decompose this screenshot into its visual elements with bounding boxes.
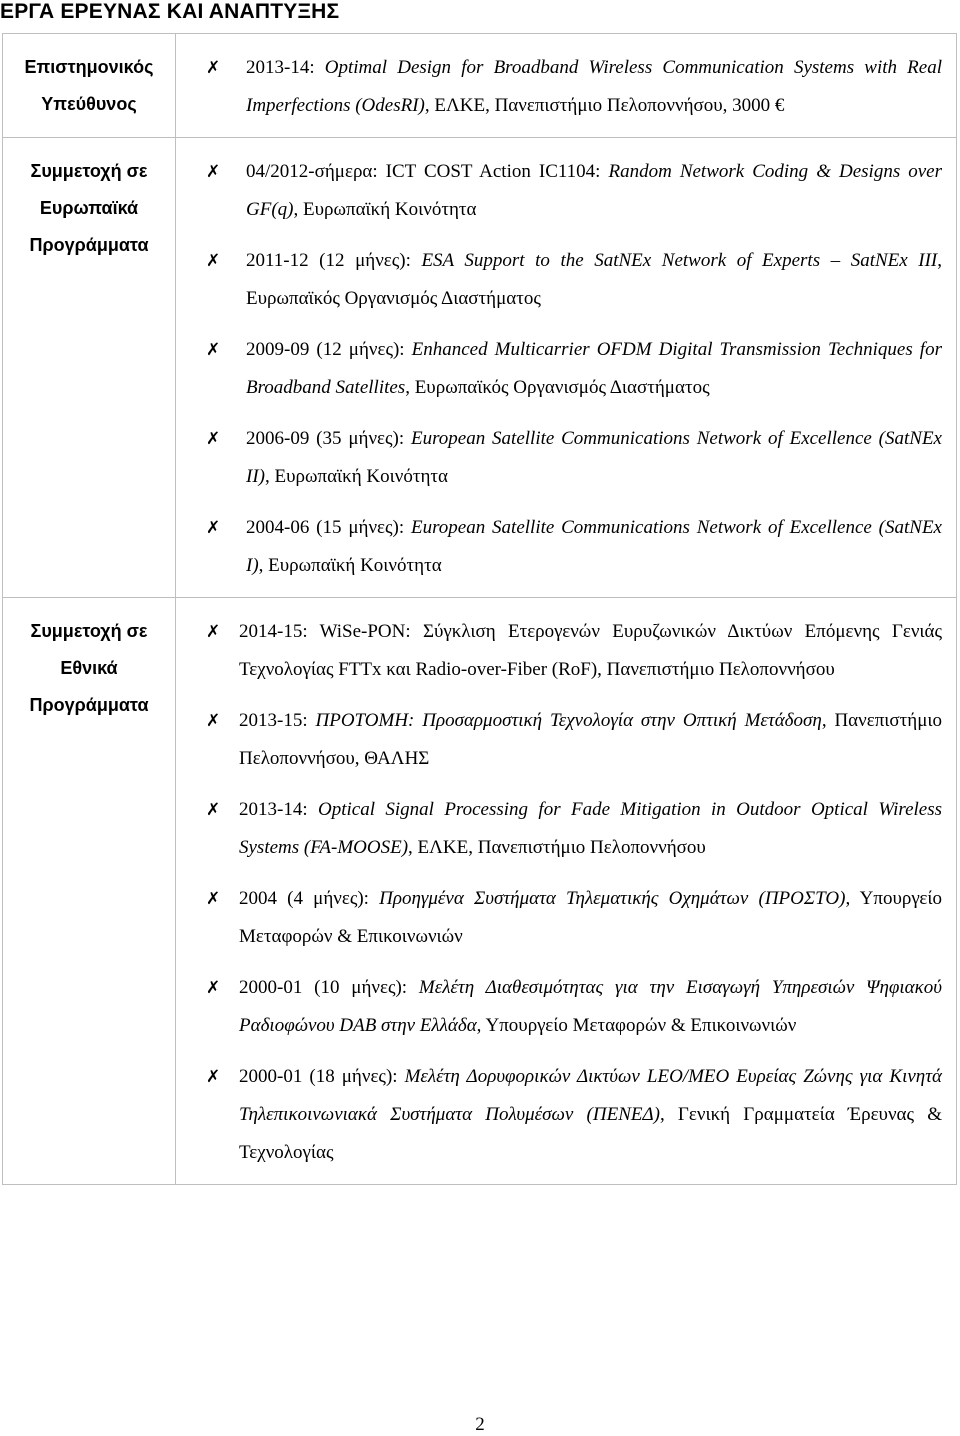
project-title: Random Network Coding & Designs over GF(q)	[246, 161, 942, 220]
section-label-line: Προγράμματα	[29, 235, 149, 255]
project-detail: , Ευρωπαϊκός Οργανισμός Διαστήματος	[246, 250, 942, 309]
project-item	[176, 242, 956, 318]
project-title: Optical Signal Processing for Fade Mitigation in Outdoor Optical Wireless Systems (FA-MOOSE)	[239, 799, 942, 858]
section-label	[3, 138, 176, 598]
project-detail: 2013-14:	[239, 799, 318, 820]
bullet-cross-icon: ✗	[206, 800, 221, 820]
project-item	[176, 1058, 956, 1172]
project-text	[176, 420, 956, 496]
section-content	[176, 138, 957, 598]
project-detail: 04/2012-σήμερα: ICT COST Action IC1104:	[246, 161, 609, 182]
section-row	[3, 598, 957, 1185]
project-text	[176, 880, 956, 956]
project-item	[176, 331, 956, 407]
project-detail: , Ευρωπαϊκός Οργανισμός Διαστήματος	[405, 377, 710, 398]
bullet-cross-icon: ✗	[206, 162, 221, 182]
project-text	[176, 509, 956, 585]
section-heading: ΕΡΓΑ ΕΡΕΥΝΑΣ ΚΑΙ ΑΝΑΠΤΥΞΗΣ	[0, 0, 340, 23]
project-title: Enhanced Multicarrier OFDM Digital Transmission Techniques for Broadband Satellites	[246, 339, 942, 398]
project-text	[176, 969, 956, 1045]
section-label	[3, 598, 176, 1185]
project-title: European Satellite Communications Network of Excellence (SatNEx I)	[246, 517, 942, 576]
page-number: 2	[475, 1414, 485, 1435]
section-label-line: Συμμετοχή σε	[30, 621, 148, 641]
project-detail: 2000-01 (10 μήνες):	[239, 977, 419, 998]
project-detail: 2000-01 (18 μήνες):	[239, 1066, 405, 1087]
project-detail: 2014-15: WiSe-PON: Σύγκλιση Ετερογενών Ευρυζωνικών Δικτύων Επόμενης Γενιάς Τεχνολογίας FTTx και Radio-over-Fiber (RoF), Πανεπιστήμιο Πελοποννήσου	[239, 621, 942, 680]
project-title: European Satellite Communications Network of Excellence (SatNEx II)	[246, 428, 942, 487]
project-item	[176, 702, 956, 778]
project-item	[176, 509, 956, 585]
section-label-line: Συμμετοχή σε	[30, 161, 148, 181]
section-label-line: Επιστημονικός	[24, 57, 154, 77]
project-title: Optimal Design for Broadband Wireless Communication Systems with Real Imperfections (OdesRI)	[246, 57, 942, 116]
project-item	[176, 420, 956, 496]
project-title: ESA Support to the SatNEx Network of Experts – SatNEx III	[421, 250, 938, 271]
project-detail: 2006-09 (35 μήνες):	[246, 428, 411, 449]
bullet-cross-icon: ✗	[206, 889, 221, 909]
section-label-line: Υπεύθυνος	[41, 94, 137, 114]
section-content	[176, 598, 957, 1185]
project-text	[176, 242, 956, 318]
project-title: Μελέτη Διαθεσιμότητας για την Εισαγωγή Υπηρεσιών Ψηφιακού Ραδιοφώνου DAB στην Ελλάδα	[239, 977, 942, 1036]
bullet-cross-icon: ✗	[206, 58, 221, 78]
project-detail: , Πανεπιστήμιο Πελοποννήσου, ΘΑΛΗΣ	[239, 710, 943, 769]
project-text	[176, 49, 956, 125]
project-detail: , Ευρωπαϊκή Κοινότητα	[258, 555, 442, 576]
section-label-line: Εθνικά	[60, 658, 118, 678]
project-item	[176, 613, 956, 689]
bullet-cross-icon: ✗	[206, 518, 221, 538]
section-row	[3, 34, 957, 138]
project-detail: , Υπουργείο Μεταφορών & Επικοινωνιών	[476, 1015, 797, 1036]
project-text	[176, 613, 956, 689]
project-title: ΠΡΟΤΟΜΗ: Προσαρμοστική Τεχνολογία στην Οπτική Μετάδοση	[315, 710, 822, 731]
project-item	[176, 153, 956, 229]
project-detail: 2013-15:	[239, 710, 316, 731]
section-label-line: Προγράμματα	[29, 695, 149, 715]
section-content	[176, 34, 957, 138]
project-detail: , Ευρωπαϊκή Κοινότητα	[264, 466, 448, 487]
project-detail: , Γενική Γραμματεία Έρευνας & Τεχνολογίας	[239, 1104, 942, 1163]
project-detail: 2011-12 (12 μήνες):	[246, 250, 422, 271]
project-text	[176, 331, 956, 407]
bullet-cross-icon: ✗	[206, 711, 221, 731]
bullet-cross-icon: ✗	[206, 429, 221, 449]
project-title: Προηγμένα Συστήματα Τηλεματικής Οχημάτων (ΠΡΟΣΤΟ)	[379, 888, 846, 909]
project-detail: 2004 (4 μήνες):	[239, 888, 380, 909]
project-title: Μελέτη Δορυφορικών Δικτύων LEO/MEO Ευρείας Ζώνης για Κινητά Τηλεπικοινωνιακά Συστήματα Πολυμέσων (ΠΕΝΕΔ)	[239, 1066, 942, 1125]
project-detail: 2013-14:	[246, 57, 325, 78]
project-detail: , ΕΛΚΕ, Πανεπιστήμιο Πελοποννήσου, 3000 €	[424, 95, 785, 116]
bullet-cross-icon: ✗	[206, 622, 221, 642]
project-item	[176, 969, 956, 1045]
bullet-cross-icon: ✗	[206, 340, 221, 360]
bullet-cross-icon: ✗	[206, 978, 221, 998]
project-detail: 2009-09 (12 μήνες):	[246, 339, 412, 360]
section-row	[3, 138, 957, 598]
project-item	[176, 880, 956, 956]
project-item	[176, 791, 956, 867]
project-text	[176, 791, 956, 867]
bullet-cross-icon: ✗	[206, 1067, 221, 1087]
project-item	[176, 49, 956, 125]
project-text	[176, 702, 956, 778]
bullet-cross-icon: ✗	[206, 251, 221, 271]
project-detail: , Ευρωπαϊκή Κοινότητα	[293, 199, 477, 220]
projects-table	[2, 33, 957, 1185]
section-label-line: Ευρωπαϊκά	[39, 198, 139, 218]
section-label	[3, 34, 176, 138]
project-text	[176, 1058, 956, 1172]
project-text	[176, 153, 956, 229]
project-detail: , ΕΛΚΕ, Πανεπιστήμιο Πελοποννήσου	[408, 837, 706, 858]
project-detail: , Υπουργείο Μεταφορών & Επικοινωνιών	[239, 888, 943, 947]
project-detail: 2004-06 (15 μήνες):	[246, 517, 411, 538]
